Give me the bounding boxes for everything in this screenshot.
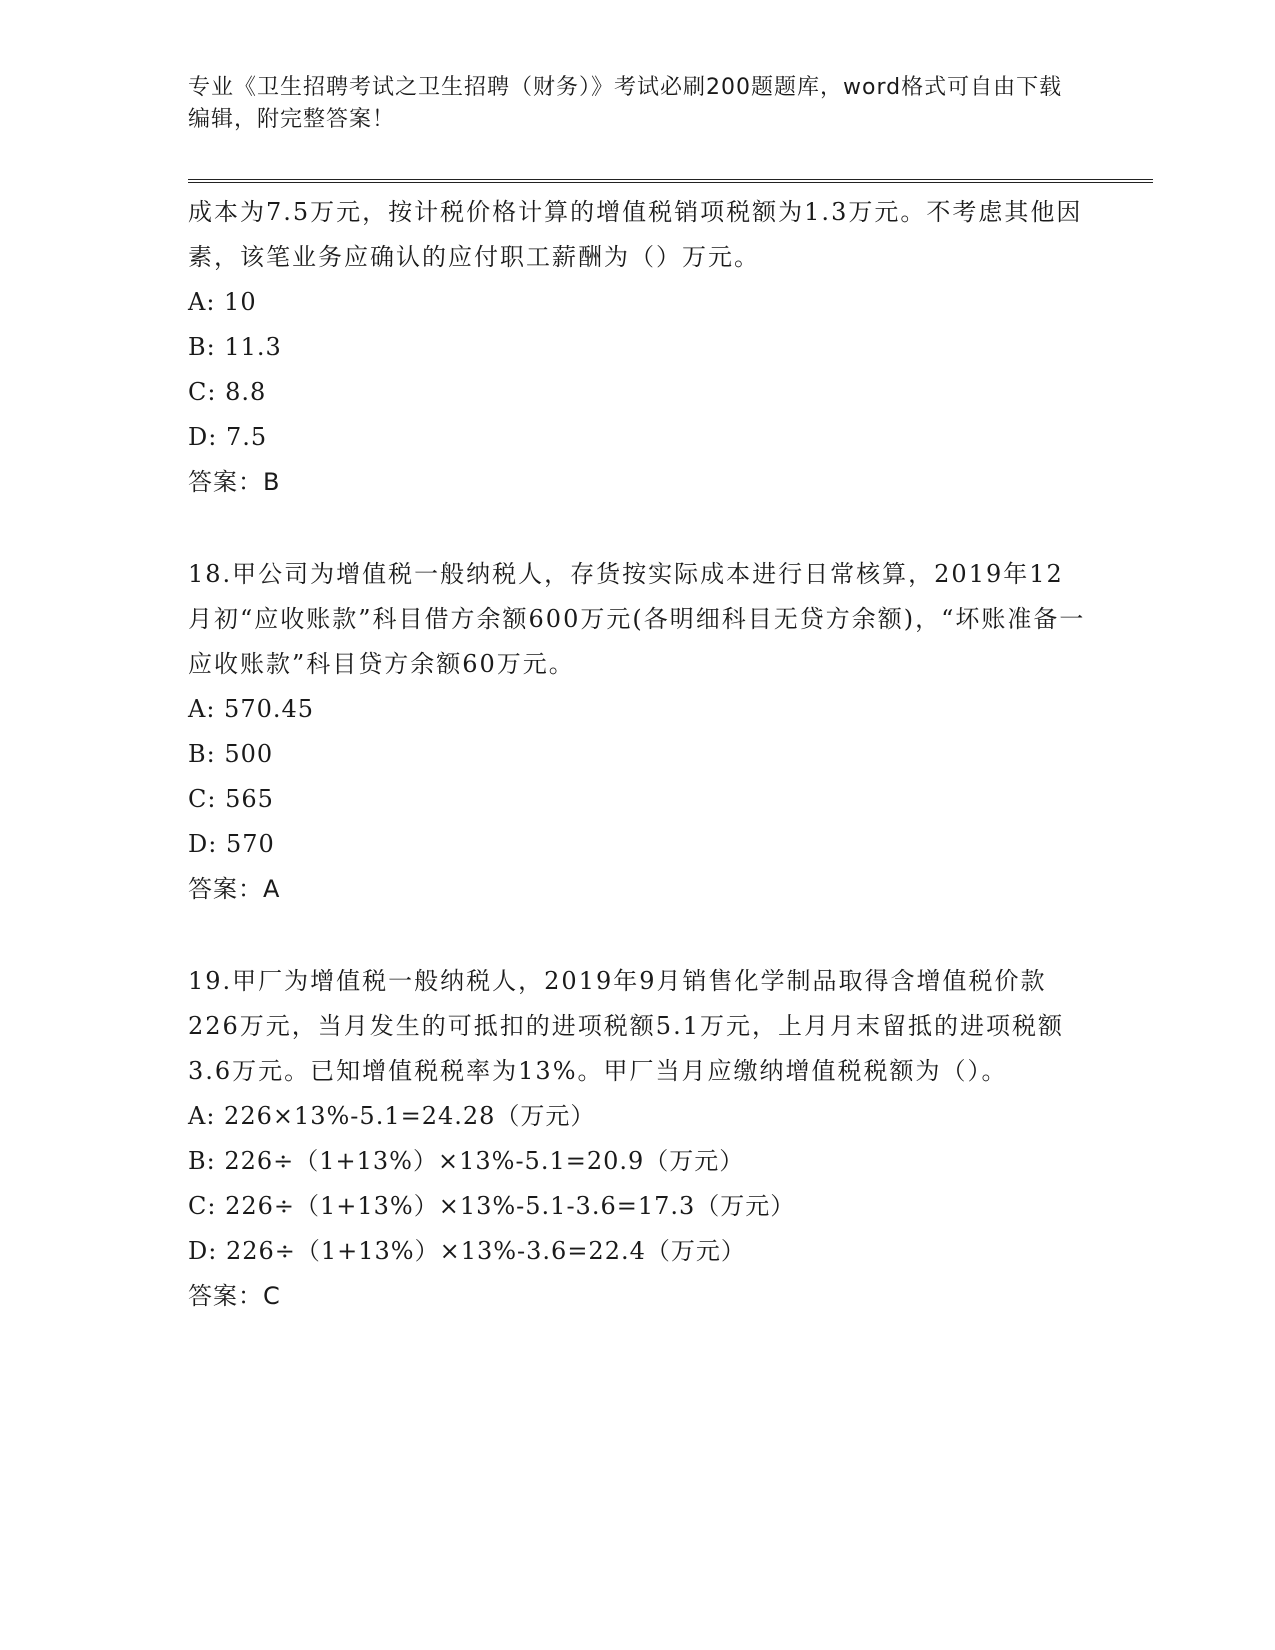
option-d: D: 226÷（1+13%）×13%-3.6=22.4（万元） — [188, 1237, 746, 1265]
question-17 — [188, 190, 1088, 505]
answer-line: 答案：A — [188, 875, 281, 903]
question-19 — [188, 959, 1088, 1319]
option-a: A: 570.45 — [188, 695, 315, 723]
document-header — [188, 72, 1068, 136]
option-a: A: 226×13%-5.1=24.28（万元） — [188, 1102, 596, 1130]
option-c: C: 226÷（1+13%）×13%-5.1-3.6=17.3（万元） — [188, 1192, 796, 1220]
answer-line: 答案：C — [188, 1282, 281, 1310]
question-spacer — [188, 912, 1088, 959]
option-b: B: 226÷（1+13%）×13%-5.1=20.9（万元） — [188, 1147, 745, 1175]
header-title: 专业《卫生招聘考试之卫生招聘（财务）》考试必刷200题题库，word格式可自由下载编辑，附完整答案！ — [188, 75, 1063, 132]
option-d: D: 7.5 — [188, 423, 268, 451]
option-c: C: 565 — [188, 785, 274, 813]
question-stem: 18.甲公司为增值税一般纳税人，存货按实际成本进行日常核算，2019年12月初“应收账款”科目借方余额600万元(各明细科目无贷方余额)，“坏账准备一应收账款”科目贷方余额60万元。 — [188, 560, 1086, 678]
option-b: B: 500 — [188, 740, 274, 768]
question-list — [188, 190, 1088, 1319]
question-18 — [188, 552, 1088, 912]
option-b: B: 11.3 — [188, 333, 282, 361]
question-stem: 19.甲厂为增值税一般纳税人，2019年9月销售化学制品取得含增值税价款226万元，当月发生的可抵扣的进项税额5.1万元，上月月末留抵的进项税额3.6万元。已知增值税税率为13%。甲厂当月应缴纳增值税税额为（）。 — [188, 967, 1064, 1085]
question-stem: 成本为7.5万元，按计税价格计算的增值税销项税额为1.3万元。不考虑其他因素，该笔业务应确认的应付职工薪酬为（）万元。 — [188, 198, 1083, 271]
header-divider — [188, 179, 1153, 183]
question-spacer — [188, 505, 1088, 552]
option-d: D: 570 — [188, 830, 275, 858]
answer-line: 答案：B — [188, 468, 281, 496]
option-c: C: 8.8 — [188, 378, 267, 406]
option-a: A: 10 — [188, 288, 257, 316]
